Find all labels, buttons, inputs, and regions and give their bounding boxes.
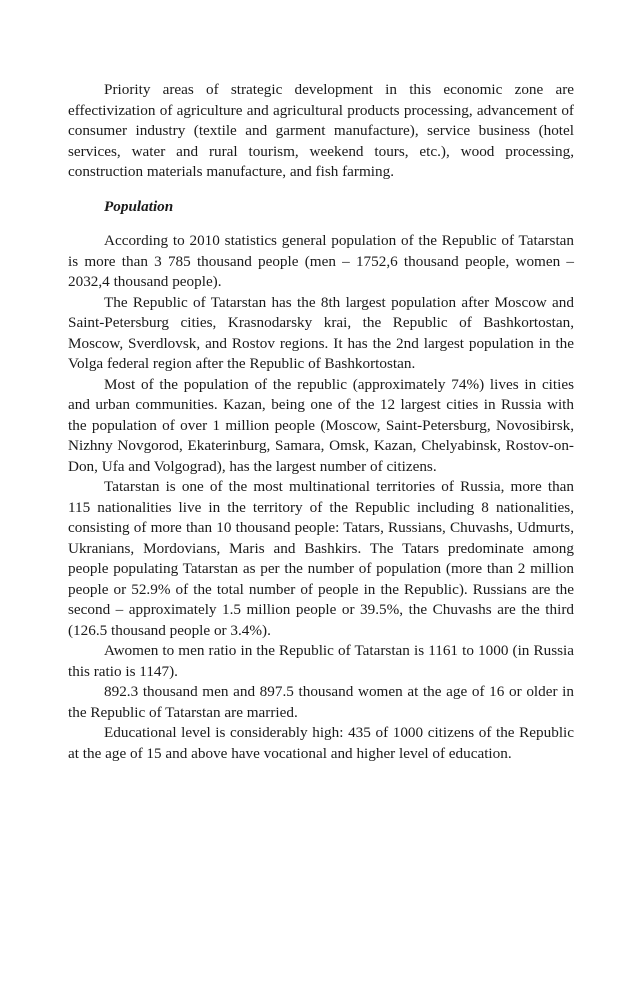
intro-paragraph: Priority areas of strategic development in this economic zone are effectivization of agriculture and agricultural products processing, advancement of consumer industry (textile and garment manufacture), service business (hotel services, water and rural tourism, weekend tours, etc.), wood processing, construction materials manufacture, and fish farming.: [68, 81, 574, 180]
population-paragraph: According to 2010 statistics general population of the Republic of Tatarstan is more than 3 785 thousand people (men – 1752,6 thousand people, women – 2032,4 thousand people).: [68, 232, 574, 290]
population-paragraph: 892.3 thousand men and 897.5 thousand women at the age of 16 or older in the Republic of Tatarstan are married.: [68, 683, 574, 721]
population-paragraph: Tatarstan is one of the most multinational territories of Russia, more than 115 nationalities live in the territory of the Republic including 8 nationalities, consisting of more than 10 thousand people: Tatars, Russians, Chuvashs, Udmurts, Ukranians, Mordovians, Maris and Bashkirs. The Tatars predominate among people populating Tatarstan as per the number of population (more than 2 million people or 52.9% of the total number of people in the Republic). Russians are the second – approximately 1.5 million people or 39.5%, the Chuvashs are the third (126.5 thousand people or 3.4%).: [68, 478, 574, 639]
population-paragraph: Most of the population of the republic (approximately 74%) lives in cities and urban communities. Kazan, being one of the 12 largest cities in Russia with the population of over 1 million people (Moscow, Saint-Petersburg, Novosibirsk, Nizhny Novgorod, Ekaterinburg, Samara, Omsk, Kazan, Chelyabinsk, Rostov-on-Don, Ufa and Volgograd), has the largest number of citizens.: [68, 375, 574, 475]
population-paragraph: Educational level is considerably high: 435 of 1000 citizens of the Republic at the age of 15 and above have vocational and higher level of education.: [68, 724, 574, 762]
section-heading: Population: [104, 197, 174, 215]
population-paragraph: Awomen to men ratio in the Republic of Tatarstan is 1161 to 1000 (in Russia this ratio is 1147).: [68, 642, 574, 680]
document-page: [68, 80, 574, 764]
population-paragraph: The Republic of Tatarstan has the 8th largest population after Moscow and Saint-Petersburg cities, Krasnodarsky krai, the Republic of Bashkortostan, Moscow, Sverdlovsk, and Rostov regions. It has the 2nd largest population in the Volga federal region after the Republic of Bashkortostan.: [68, 293, 574, 372]
